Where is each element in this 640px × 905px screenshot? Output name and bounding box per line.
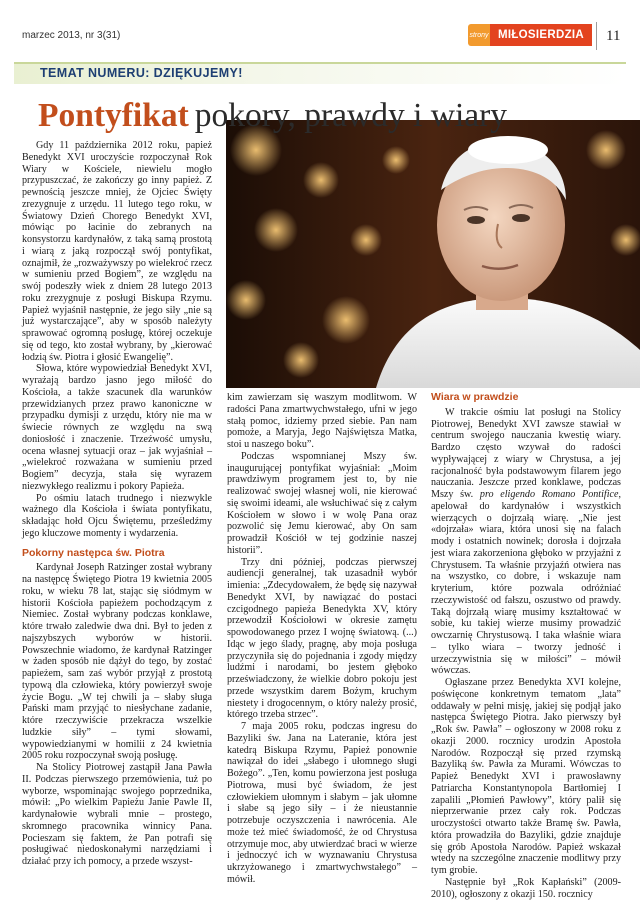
section-heading: Wiara w prawdzie xyxy=(431,391,519,403)
topic-bar xyxy=(14,62,626,84)
logo-prefix: strony xyxy=(468,24,490,46)
magazine-logo xyxy=(468,24,592,46)
pope-photo xyxy=(226,120,640,388)
paragraph: Podczas wspomnianej Mszy św. inaugurującej pontyfikat wyjaśniał: „Moim prawdziwym programem jest to, by nie realizować swojej własnej woli, nie kierować się swoimi ideami, ale wsłuchiwać się z całym Kościołem w słowo i w wolę Pana oraz pozwolić się Jemu kierować, aby On sam prowadził Kościół w tej godzinie naszej historii”. xyxy=(227,450,417,556)
text-column-1 xyxy=(22,140,212,868)
paragraph: kim zawierzam się waszym modlitwom. W radości Pana zmartwychwstałego, ufni w jego stałą pomoc, idziemy przed siebie. Pan nam pomoże, a Maryja, Jego Najświętsza Matka, stoi u naszego boku”. xyxy=(227,392,417,450)
portrait-illustration xyxy=(226,120,640,388)
paragraph xyxy=(431,407,621,677)
paragraph: Ogłaszane przez Benedykta XVI kolejne, poświęcone konkretnym tematom „lata” oddawały w pełni misję, jakiej się podjął jako następca Świętego Piotra. Jako pierwszy był „Rok św. Pawła” – ogłoszony w 2008 roku z okazji 2000. rocznicy urodzin Apostoła Narodów. Rozpoczął się przed rzymską Bazyliką św. Pawła za Murami. Wówczas to Papież Benedykt XVI i prawosławny Patriarcha Konstantynopola Bartłomiej I zapalili „Płomień Pawłowy”, który palił się nieprzerwanie przez cały rok. Podczas uroczystości otwarto także Bramę św. Pawła, która prowadziła do Bazyliki, gdzie znajduje się grób Apostoła Narodów. Papież wskazał wtedy na szczególne znaczenie modlitwy przy tym grobie. xyxy=(431,677,621,876)
topic-label: TEMAT NUMERU: DZIĘKUJEMY! xyxy=(40,66,243,80)
paragraph: Na Stolicy Piotrowej zastąpił Jana Pawła II. Podczas pierwszego przemówienia, tuż po wyborze, wspominając swojego poprzednika, mówił: „Po wielkim Papieżu Janie Pawle II, kardynałowie wybrali mnie – prostego, skromnego pracownika winnicy Pana. Pocieszam się faktem, że Pan potrafi się posługiwać niedoskonałymi narzędziami i działać przy ich pomocy, a przede wszyst- xyxy=(22,762,212,867)
article-title xyxy=(38,96,507,136)
logo-title: MIŁOSIERDZIA xyxy=(490,24,592,46)
header-divider xyxy=(596,22,597,50)
paragraph: Gdy 11 października 2012 roku, papież Benedykt XVI uroczyście rozpoczynał Rok Wiary w Kościele, niewielu mogło przypuszczać, że zakończy go inny papież. Z pewnością jeszcze mniej, że Ojciec Święty zrezygnuje z urzędu. 11 lutego tego roku, w Światowy Dzień Chorego Benedykt XVI, mówiąc po łacinie do zebranych na konsystorzu kardynałów, z taką samą prostotą i wiarą z jaką rozpoczął swój pontyfikat, oznajmił, że „rozważywszy po wielekroć rzecz w sumieniu przed Bogiem”, ze względu na swój podeszły wiek z dniem 28 lutego 2013 roku zrezygnuje z posługi Biskupa Rzymu. Papież wyjaśnił następnie, że jego siły „nie są już wystarczające”, aby w sposób należyty sprawować ogromną posługę, której oczekuje się od tego, kto został wybrany, by „kierować łodzią św. Piotra i głosić Ewangelię”. xyxy=(22,140,212,363)
section-heading: Pokorny następca św. Piotra xyxy=(22,546,165,559)
paragraph: Słowa, które wypowiedział Benedykt XVI, wyrażają bardzo jasno jego miłość do Kościoła, a także szacunek dla warunków przewidzianych przez prawo kanoniczne w przypadku dymisji z urzędu, który nie ma w świecie równych ze względu na swą doniosłość i znaczenie. Trzeźwość umysłu, ocena własnej sytuacji oraz – jak wyjaśniał – „wielekroć rozważana w sumieniu przed Bogiem” decyzja, stała się wyrazem niezwykłego realizmu i pokory Papieża. xyxy=(22,363,212,492)
title-rest: pokory, prawdy i wiary xyxy=(194,97,508,134)
paragraph: Trzy dni później, podczas pierwszej audiencji generalnej, tak uzasadnił wybór imienia: „Zdecydowałem, że będę się nazywał Benedykt XVI, by nawiązać do postaci czcigodnego papieża Benedykta XV, który przewodził Kościołowi w okresie zamętu spowodowanego przez I wojnę światową. (...) Idąc w jego ślady, pragnę, aby moja posługa przyczyniła się do pojednania i zgody między ludźmi i narodami, bo jestem głęboko przeświadczony, że wielkie dobro pokoju jest przede wszystkim darem Bożym, kruchym niestety i drogocennym, o który należy prosić, którego trzeba strzec”. xyxy=(227,556,417,721)
issue-info: marzec 2013, nr 3(31) xyxy=(22,30,121,41)
paragraph: 7 maja 2005 roku, podczas ingresu do Bazyliki św. Jana na Lateranie, która jest katedrą Biskupa Rzymu, Papież ponownie nawiązał do idei „słabego i ułomnego sługi Bożego”. „Ten, komu powierzona jest posługa Piotrowa, musi być świadom, że jest człowiekiem ułomnym i słabym – jak ułomne i słabe są jego siły – i że nieustannie potrzebuje oczyszczenia i nawrócenia. Ale może też mieć świadomość, że od Chrystusa otrzymuje moc, aby utwierdzać braci w wierze i jednoczyć ich w wyznawaniu Chrystusa ukrzyżowanego i zmartwychwstałego” – mówił. xyxy=(227,721,417,885)
text-column-3 xyxy=(431,392,621,900)
text-column-2 xyxy=(227,392,417,886)
paragraph: Kardynał Joseph Ratzinger został wybrany na następcę Świętego Piotra 19 kwietnia 2005 roku, w wieku 78 lat, stając się siódmym w historii Kościoła papieżem pochodzącym z Niemiec. Został wybrany podczas konklawe, które trwało zaledwie dwa dni. Był to jeden z najszybszych wyborów w historii. Powszechnie wiadomo, że kardynał Ratzinger w żaden sposób nie dążył do tego, by zostać papieżem, sam zaś wybór przyjął z prostotą typową dla człowieka, który powierzył swoje życie Bogu. „W tej chwili ja – słaby sługa Pański mam przyjąć to niesłychane zadanie, które rzeczywiście przekracza wszelkie ludzkie siły” – tymi słowami, wypowiedzianymi w homilii z 24 kwietnia 2005 roku rozpoczynał swoją posługę. xyxy=(22,562,212,762)
page-number: 11 xyxy=(606,28,621,44)
title-accent: Pontyfikat xyxy=(38,97,189,134)
paragraph-text: , apelował do kardynałów i wszystkich wierzących o dojrzałą wiarę. „Nie jest «dojrzała» wiara, która unosi się na falach mody i ostatnich nowinek; dorosła i dojrzała jest wiara zakorzeniona głęboko w przyjaźni z Chrystusem. Ta właśnie przyjaźń otwiera nas na wszystko, co dobre, i wskazuje nam kryterium, które pozwala odróżniać rzeczywistość od fałszu, oszustwo od prawdy. Taką dojrzałą wiarę musimy kształtować w sobie, ku takiej wierze musimy prowadzić owczarnię Chrystusową. I taka właśnie wiara – tylko wiara – tworzy jedność i urzeczywistnia się w miłości” – mówił wówczas. xyxy=(431,489,622,677)
paragraph: Następnie był „Rok Kapłański” (2009-2010), ogłoszony z okazji 150. rocznicy xyxy=(431,876,621,900)
latin-phrase: pro eligendo Romano Pontifice xyxy=(479,489,619,500)
paragraph: Po ośmiu latach trudnego i niezwykle ważnego dla Kościoła i świata pontyfikatu, składając hołd Ojcu Świętemu, prześledźmy jego kluczowe momenty i wydarzenia. xyxy=(22,492,212,539)
paragraph-text: W trakcie ośmiu lat posługi na Stolicy Piotrowej, Benedykt XVI zawsze stawiał w centrum swojego nauczania kwestię wiary. Bardzo często wzywał do radości wypływającej z wiary w Chrystusa, a jej racjonalność była podstawowym filarem jego nauczania. Jeszcze przed konklawe, podczas Mszy św. xyxy=(431,406,621,500)
